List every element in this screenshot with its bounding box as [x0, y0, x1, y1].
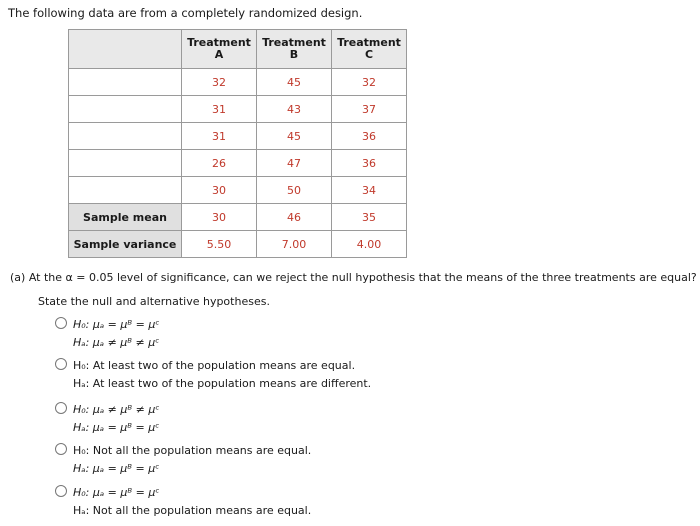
sample-mean-row [69, 204, 407, 231]
table-cell: 36 [332, 150, 407, 177]
table-cell: 36 [332, 123, 407, 150]
row-label [69, 123, 182, 150]
row-label [69, 177, 182, 204]
alternative-hypothesis: Hₐ: μₐ = μᴮ = μᶜ [73, 421, 160, 434]
variance-cell: 5.50 [182, 231, 257, 258]
option-5[interactable] [55, 484, 311, 520]
table-cell: 30 [182, 177, 257, 204]
table-cell: 34 [332, 177, 407, 204]
table-header-row [69, 30, 407, 69]
mean-cell: 35 [332, 204, 407, 231]
table-row [69, 69, 407, 96]
option-3[interactable] [55, 401, 159, 437]
radio-button-icon[interactable] [55, 358, 67, 370]
null-hypothesis: H₀: At least two of the population means are equal. [73, 359, 356, 372]
row-label [69, 69, 182, 96]
radio-button-icon[interactable] [55, 317, 67, 329]
table-row [69, 150, 407, 177]
header-treatment-c: Treatment C [332, 30, 407, 69]
alternative-hypothesis: Hₐ: Not all the population means are equal. [73, 504, 312, 517]
table-cell: 45 [257, 123, 332, 150]
alternative-hypothesis: Hₐ: At least two of the population means are different. [73, 377, 372, 390]
radio-button-icon[interactable] [55, 485, 67, 497]
variance-cell: 7.00 [257, 231, 332, 258]
data-table [68, 29, 407, 258]
null-hypothesis: H₀: Not all the population means are equal. [73, 444, 312, 457]
row-label [69, 96, 182, 123]
alternative-hypothesis: Hₐ: μₐ = μᴮ = μᶜ [73, 462, 160, 475]
table-row [69, 123, 407, 150]
table-cell: 50 [257, 177, 332, 204]
table-cell: 37 [332, 96, 407, 123]
table-cell: 26 [182, 150, 257, 177]
table-cell: 32 [332, 69, 407, 96]
alternative-hypothesis: Hₐ: μₐ ≠ μᴮ ≠ μᶜ [73, 336, 160, 349]
table-row [69, 177, 407, 204]
intro-text: The following data are from a completely randomized design. [8, 6, 363, 20]
null-hypothesis: H₀: μₐ ≠ μᴮ ≠ μᶜ [73, 403, 160, 416]
table-cell: 31 [182, 123, 257, 150]
question-text: (a) At the α = 0.05 level of significance, can we reject the null hypothesis that the means of the three treatments are equal? [10, 271, 697, 284]
prompt-text: State the null and alternative hypotheses. [38, 295, 270, 308]
radio-button-icon[interactable] [55, 402, 67, 414]
variance-cell: 4.00 [332, 231, 407, 258]
table-cell: 47 [257, 150, 332, 177]
table-cell: 45 [257, 69, 332, 96]
sample-mean-label: Sample mean [69, 204, 182, 231]
table-corner [69, 30, 182, 69]
sample-variance-label: Sample variance [69, 231, 182, 258]
option-2[interactable] [55, 357, 371, 393]
table-row [69, 96, 407, 123]
table-cell: 31 [182, 96, 257, 123]
header-treatment-a: Treatment A [182, 30, 257, 69]
mean-cell: 30 [182, 204, 257, 231]
radio-button-icon[interactable] [55, 443, 67, 455]
option-4[interactable] [55, 442, 311, 478]
sample-variance-row [69, 231, 407, 258]
header-treatment-b: Treatment B [257, 30, 332, 69]
table-cell: 32 [182, 69, 257, 96]
mean-cell: 46 [257, 204, 332, 231]
row-label [69, 150, 182, 177]
table-cell: 43 [257, 96, 332, 123]
null-hypothesis: H₀: μₐ = μᴮ = μᶜ [73, 486, 160, 499]
option-1[interactable] [55, 316, 159, 352]
null-hypothesis: H₀: μₐ = μᴮ = μᶜ [73, 318, 160, 331]
